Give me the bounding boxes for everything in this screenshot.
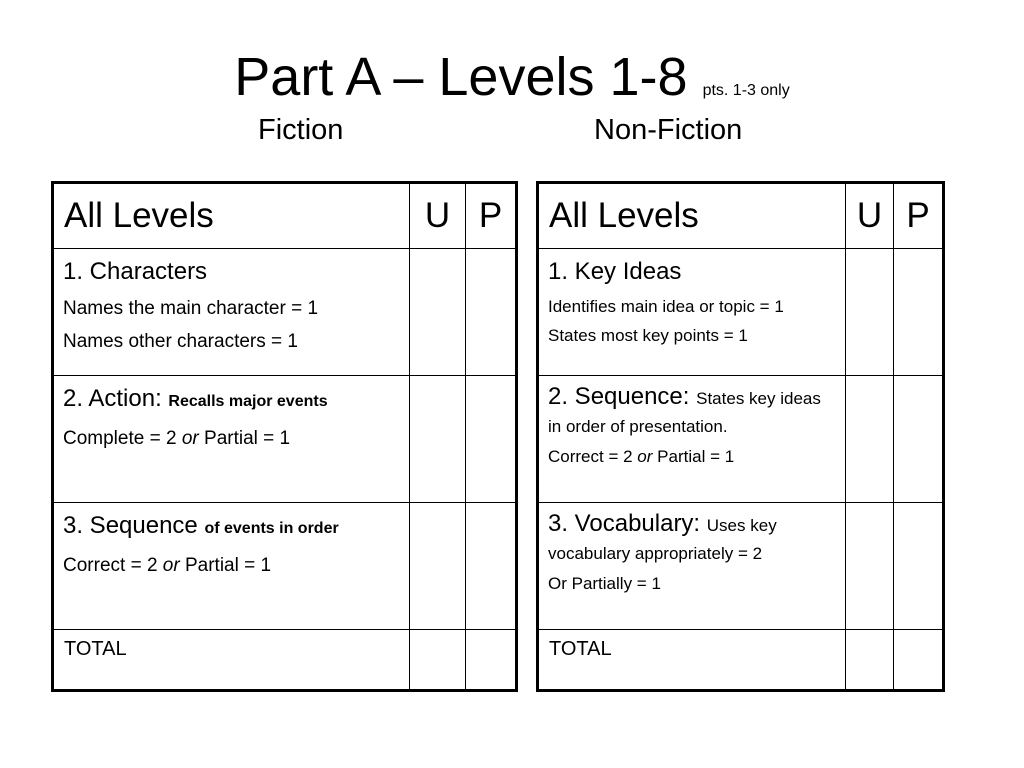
criterion-lead: of events in order — [204, 520, 339, 537]
p-score-cell[interactable] — [466, 503, 517, 630]
criterion-title: 3. Sequence — [63, 512, 198, 539]
criterion-lead: States key ideas in order of presentation. — [548, 389, 821, 436]
criterion-line: Identifies main idea or topic = 1 — [548, 297, 784, 316]
p-total-cell[interactable] — [894, 630, 944, 691]
criterion-score — [63, 422, 401, 455]
table-row — [538, 249, 944, 376]
score-a: Complete = 2 — [63, 428, 177, 449]
header-u: U — [410, 183, 466, 249]
criterion-score — [548, 442, 837, 471]
score-b: Partial = 1 — [657, 447, 735, 466]
total-label-cell — [538, 630, 846, 691]
u-total-cell[interactable] — [846, 630, 894, 691]
criterion-lead: Recalls major events — [168, 393, 328, 410]
score-or: or — [162, 555, 180, 576]
p-score-cell[interactable] — [894, 503, 944, 630]
table-row — [538, 503, 944, 630]
criterion-title: 2. Sequence: — [548, 383, 690, 410]
p-score-cell[interactable] — [466, 376, 517, 503]
criterion-cell — [538, 376, 846, 503]
total-label-cell — [53, 630, 410, 691]
title-note: pts. 1-3 only — [702, 82, 790, 99]
score-b: Partial = 1 — [204, 428, 291, 449]
criterion-title: 3. Vocabulary: — [548, 510, 701, 537]
table-row — [53, 249, 517, 376]
total-row — [53, 630, 517, 691]
criterion-line: Names other characters = 1 — [63, 331, 298, 352]
p-score-cell[interactable] — [894, 376, 944, 503]
total-label: TOTAL — [64, 638, 127, 660]
score-a: Correct = 2 — [548, 447, 633, 466]
fiction-table — [51, 181, 518, 692]
score-or: or — [181, 428, 199, 449]
header-all-levels: All Levels — [538, 183, 846, 249]
fiction-heading: Fiction — [258, 114, 344, 146]
table-row — [53, 503, 517, 630]
score-or: or — [637, 447, 653, 466]
total-label: TOTAL — [549, 638, 612, 660]
criterion-line: Names the main character = 1 — [63, 298, 319, 319]
criterion-cell — [538, 503, 846, 630]
title-text: Part A – Levels 1-8 — [234, 47, 688, 107]
u-score-cell[interactable] — [410, 249, 466, 376]
p-total-cell[interactable] — [466, 630, 517, 691]
criterion-score — [63, 549, 401, 582]
criterion-line: States most key points = 1 — [548, 326, 748, 345]
criterion-lead: Uses key vocabulary appropriately = 2 — [548, 516, 777, 563]
header-p: P — [466, 183, 517, 249]
header-p: P — [894, 183, 944, 249]
nonfiction-heading: Non-Fiction — [594, 114, 743, 146]
criterion-title: 1. Characters — [63, 258, 208, 285]
header-all-levels: All Levels — [53, 183, 410, 249]
table-header-row — [538, 183, 944, 249]
nonfiction-table — [536, 181, 945, 692]
page-title — [0, 46, 1024, 122]
u-total-cell[interactable] — [410, 630, 466, 691]
criterion-cell — [53, 249, 410, 376]
u-score-cell[interactable] — [410, 503, 466, 630]
u-score-cell[interactable] — [846, 249, 894, 376]
u-score-cell[interactable] — [846, 376, 894, 503]
criterion-cell — [53, 503, 410, 630]
u-score-cell[interactable] — [410, 376, 466, 503]
header-u: U — [846, 183, 894, 249]
p-score-cell[interactable] — [466, 249, 517, 376]
criterion-cell — [538, 249, 846, 376]
p-score-cell[interactable] — [894, 249, 944, 376]
criterion-title: 2. Action: — [63, 385, 162, 412]
table-row — [538, 376, 944, 503]
criterion-line: Or Partially = 1 — [548, 574, 661, 593]
criterion-title: 1. Key Ideas — [548, 258, 682, 285]
criterion-cell — [53, 376, 410, 503]
u-score-cell[interactable] — [846, 503, 894, 630]
table-row — [53, 376, 517, 503]
score-b: Partial = 1 — [184, 555, 272, 576]
total-row — [538, 630, 944, 691]
score-a: Correct = 2 — [63, 555, 158, 576]
table-header-row — [53, 183, 517, 249]
